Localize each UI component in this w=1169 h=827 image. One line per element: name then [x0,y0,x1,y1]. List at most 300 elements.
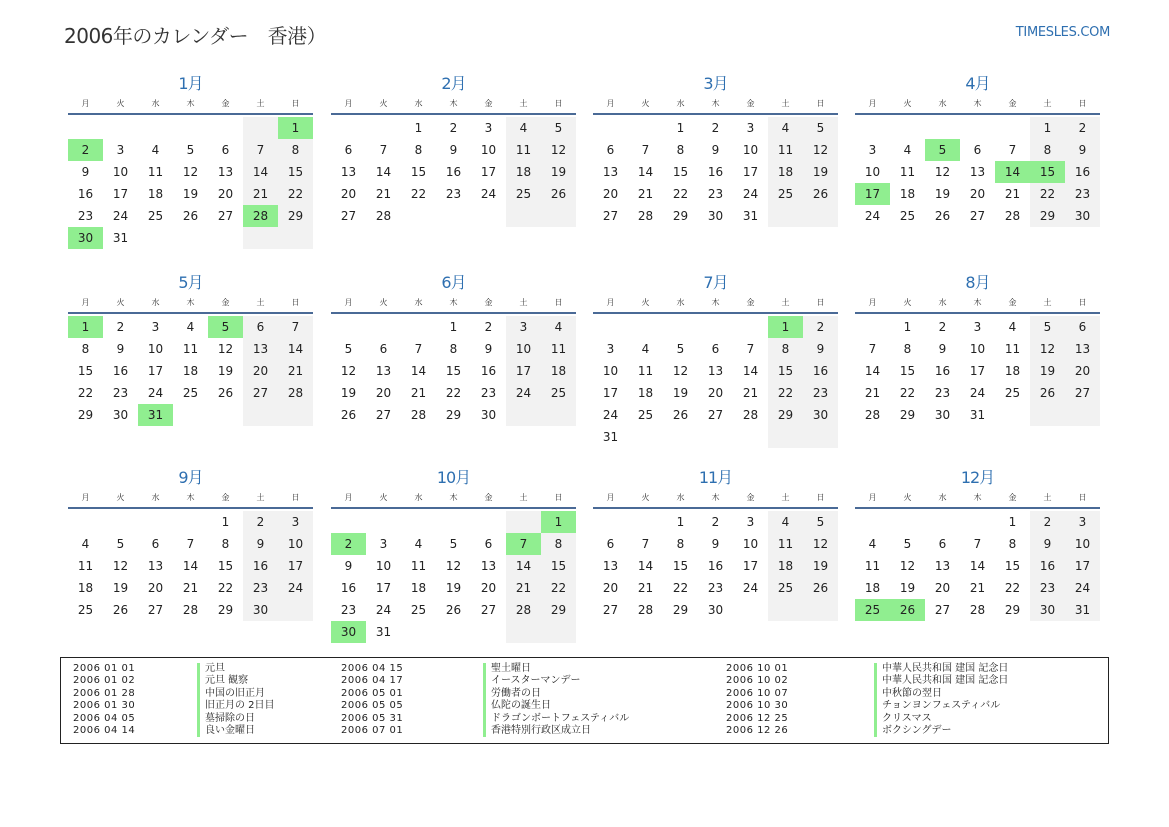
day-cell: 20 [602,581,619,595]
day-cell: 5 [344,342,353,356]
day-cell: 10 [480,143,497,157]
day-cell: 8 [414,143,423,157]
day-cell: 30 [1030,599,1065,621]
day-cell: 1 [1008,515,1017,529]
header-divider [68,312,313,314]
weekday-header [68,488,313,506]
holiday-name: クリスマス [874,713,932,725]
day-cell: 22 [768,382,803,404]
day-cell: 1 [221,515,230,529]
empty-cell [925,511,960,533]
day-cell: 2 [484,320,493,334]
day-cell: 23 [77,209,94,223]
day-cell: 24 [278,577,313,599]
weekday-label: 木 [973,297,982,307]
weekday-label: 日 [291,492,300,502]
header-divider [68,113,313,115]
day-cell: 4 [81,537,90,551]
header-divider [855,507,1100,509]
day-cell: 18 [768,555,803,577]
weekday-label: 木 [973,492,982,502]
legend-row [726,663,1009,675]
holiday-name: イースターマンデー [483,675,581,687]
day-grid [68,117,313,249]
day-cell: 10 [1065,533,1100,555]
month-3 [593,74,838,227]
day-cell: 3 [1065,511,1100,533]
day-cell: 19 [182,187,199,201]
month-7 [593,273,838,448]
day-cell: 19 [340,386,357,400]
day-cell: 12 [803,533,838,555]
day-cell: 4 [1008,320,1017,334]
day-cell: 28 [742,408,759,422]
day-cell: 6 [151,537,160,551]
day-cell: 10 [278,533,313,555]
day-cell: 17 [742,559,759,573]
day-cell: 25 [77,603,94,617]
weekday-label: 木 [186,297,195,307]
empty-cell [436,621,471,643]
weekday-label: 日 [554,297,563,307]
day-cell: 10 [375,559,392,573]
empty-cell [243,227,278,249]
day-cell: 5 [186,143,195,157]
day-cell: 7 [506,533,541,555]
holiday-date: 2006 10 30 [726,700,789,712]
day-cell: 20 [480,581,497,595]
day-cell: 11 [637,364,654,378]
day-cell: 30 [68,227,103,249]
day-cell: 31 [602,430,619,444]
empty-cell [138,511,173,533]
weekday-label: 日 [291,98,300,108]
day-cell: 9 [803,338,838,360]
empty-cell [925,117,960,139]
day-cell: 19 [803,161,838,183]
header-divider [68,507,313,509]
day-cell: 27 [707,408,724,422]
empty-cell [768,205,803,227]
day-cell: 10 [112,165,129,179]
day-grid [68,511,313,621]
holiday-date: 2006 04 14 [73,724,136,736]
weekday-label: 日 [816,297,825,307]
weekday-label: 月 [81,98,90,108]
weekday-label: 月 [81,297,90,307]
weekday-header [855,293,1100,311]
day-cell: 2 [331,533,366,555]
weekday-header [855,488,1100,506]
day-cell: 24 [112,209,129,223]
day-cell: 28 [410,408,427,422]
empty-cell [506,205,541,227]
day-cell: 15 [77,364,94,378]
day-cell: 29 [672,209,689,223]
day-cell: 16 [1030,555,1065,577]
day-cell: 22 [541,577,576,599]
holiday-name: 仏陀の誕生日 [483,700,551,712]
weekday-label: 土 [256,98,265,108]
weekday-label: 水 [938,98,947,108]
weekday-label: 金 [221,297,230,307]
day-cell: 17 [742,165,759,179]
day-cell: 6 [1065,316,1100,338]
weekday-header [855,94,1100,112]
empty-cell [436,205,471,227]
day-cell: 21 [742,386,759,400]
day-cell: 24 [480,187,497,201]
day-cell: 3 [278,511,313,533]
day-cell: 27 [1065,382,1100,404]
day-cell: 29 [672,603,689,617]
weekday-label: 金 [484,98,493,108]
day-cell: 7 [379,143,388,157]
header-divider [331,507,576,509]
weekday-label: 日 [1078,98,1087,108]
month-title: 8月 [965,273,990,292]
day-cell: 2 [938,320,947,334]
empty-cell [960,511,995,533]
empty-cell [173,511,208,533]
day-cell: 19 [445,581,462,595]
holiday-date: 2006 04 15 [341,663,404,674]
day-cell: 21 [278,360,313,382]
brand-link[interactable]: TIMESLES.COM [1015,25,1110,40]
legend-row [341,712,630,725]
weekday-label: 火 [903,297,912,307]
empty-cell [401,621,436,643]
day-cell: 14 [637,559,654,573]
day-cell: 18 [182,364,199,378]
holiday-name: 中秋節の翌日 [874,688,942,700]
day-cell: 12 [340,364,357,378]
day-cell: 18 [541,360,576,382]
empty-cell [628,117,663,139]
day-cell: 18 [147,187,164,201]
weekday-label: 水 [151,492,160,502]
day-cell: 20 [602,187,619,201]
weekday-label: 金 [221,492,230,502]
weekday-label: 金 [1008,297,1017,307]
day-cell: 1 [278,117,313,139]
day-cell: 13 [217,165,234,179]
empty-cell [68,511,103,533]
holiday-date: 2006 10 02 [726,675,789,687]
day-cell: 17 [855,183,890,205]
empty-cell [733,316,768,338]
empty-cell [331,316,366,338]
day-cell: 25 [506,183,541,205]
day-cell: 22 [672,187,689,201]
holiday-legend [60,657,1109,744]
empty-cell [593,316,628,338]
day-cell: 27 [969,209,986,223]
day-cell: 24 [506,382,541,404]
weekday-label: 木 [449,297,458,307]
header-divider [593,507,838,509]
holiday-name: 香港特別行政区成立日 [483,725,591,737]
day-cell: 11 [410,559,427,573]
legend-row [726,724,952,737]
day-cell: 5 [803,117,838,139]
weekday-label: 水 [414,492,423,502]
holiday-name: 中華人民共和国 建国 記念日 [874,663,1008,675]
day-cell: 11 [182,342,199,356]
weekday-label: 木 [449,492,458,502]
day-cell: 13 [934,559,951,573]
weekday-label: 金 [1008,492,1017,502]
empty-cell [401,205,436,227]
day-cell: 19 [934,187,951,201]
day-cell: 3 [868,143,877,157]
empty-cell [208,117,243,139]
day-cell: 7 [243,139,278,161]
legend-row [726,700,1001,712]
legend-row [73,687,265,700]
empty-cell [103,511,138,533]
day-cell: 2 [1030,511,1065,533]
day-cell: 22 [445,386,462,400]
weekday-label: 月 [344,98,353,108]
month-title: 5月 [178,273,203,292]
day-cell: 27 [602,209,619,223]
empty-cell [960,117,995,139]
day-cell: 8 [81,342,90,356]
weekday-label: 火 [903,98,912,108]
legend-row [73,700,275,712]
header-divider [855,113,1100,115]
day-cell: 27 [217,209,234,223]
day-cell: 11 [899,165,916,179]
day-cell: 24 [602,408,619,422]
day-cell: 8 [903,342,912,356]
day-cell: 9 [484,342,493,356]
empty-cell [243,117,278,139]
weekday-label: 木 [973,98,982,108]
weekday-label: 土 [519,492,528,502]
day-cell: 28 [637,209,654,223]
empty-cell [995,117,1030,139]
day-cell: 17 [1065,555,1100,577]
weekday-label: 日 [291,297,300,307]
day-cell: 3 [506,316,541,338]
day-cell: 3 [973,320,982,334]
day-cell: 20 [969,187,986,201]
weekday-label: 水 [151,297,160,307]
holiday-date: 2006 10 07 [726,687,789,699]
day-cell: 23 [340,603,357,617]
day-cell: 7 [186,537,195,551]
day-cell: 29 [1030,205,1065,227]
day-cell: 24 [742,581,759,595]
day-cell: 16 [803,360,838,382]
empty-cell [628,316,663,338]
weekday-label: 金 [484,492,493,502]
empty-cell [768,426,803,448]
day-cell: 6 [973,143,982,157]
day-cell: 10 [147,342,164,356]
weekday-label: 日 [816,98,825,108]
day-cell: 15 [278,161,313,183]
empty-cell [138,117,173,139]
day-cell: 23 [112,386,129,400]
weekday-label: 土 [1043,492,1052,502]
header-divider [593,113,838,115]
day-cell: 14 [243,161,278,183]
day-cell: 7 [973,537,982,551]
day-cell: 30 [803,404,838,426]
day-cell: 18 [506,161,541,183]
month-5 [68,273,313,426]
day-cell: 15 [1004,559,1021,573]
day-grid [331,316,576,426]
day-cell: 1 [541,511,576,533]
day-cell: 3 [484,121,493,135]
day-cell: 29 [278,205,313,227]
day-cell: 14 [375,165,392,179]
empty-cell [855,117,890,139]
day-cell: 17 [375,581,392,595]
day-cell: 25 [147,209,164,223]
month-12 [855,468,1100,621]
holiday-name: チョンヨンフェスティバル [874,700,1000,712]
holiday-name: 元旦 [197,663,225,675]
day-cell: 16 [1065,161,1100,183]
day-cell: 2 [711,515,720,529]
empty-cell [103,117,138,139]
empty-cell [698,316,733,338]
day-cell: 7 [641,143,650,157]
holiday-date: 2006 05 01 [341,687,404,699]
day-cell: 22 [77,386,94,400]
day-cell: 15 [672,165,689,179]
day-cell: 17 [147,364,164,378]
day-cell: 4 [186,320,195,334]
weekday-label: 水 [938,492,947,502]
empty-cell [436,511,471,533]
empty-cell [1065,404,1100,426]
day-cell: 23 [1065,183,1100,205]
day-cell: 5 [803,511,838,533]
day-cell: 7 [641,537,650,551]
day-grid [593,511,838,621]
day-cell: 14 [742,364,759,378]
day-cell: 18 [410,581,427,595]
holiday-date: 2006 01 30 [73,700,136,712]
empty-cell [401,511,436,533]
day-cell: 30 [707,603,724,617]
month-title: 2月 [441,74,466,93]
day-cell: 7 [1008,143,1017,157]
holiday-name: 中国の旧正月 [197,688,265,700]
holiday-date: 2006 05 05 [341,700,404,712]
day-cell: 17 [278,555,313,577]
legend-row [341,687,541,700]
weekday-label: 土 [256,492,265,502]
weekday-label: 土 [1043,297,1052,307]
weekday-label: 火 [379,98,388,108]
day-cell: 2 [803,316,838,338]
day-cell: 21 [637,187,654,201]
day-cell: 13 [480,559,497,573]
day-cell: 29 [1004,603,1021,617]
day-cell: 5 [116,537,125,551]
day-cell: 25 [182,386,199,400]
day-cell: 6 [243,316,278,338]
empty-cell [733,599,768,621]
weekday-label: 日 [554,492,563,502]
day-cell: 3 [606,342,615,356]
weekday-label: 月 [868,492,877,502]
day-cell: 30 [480,408,497,422]
day-cell: 26 [541,183,576,205]
empty-cell [663,426,698,448]
day-cell: 28 [506,599,541,621]
day-cell: 26 [217,386,234,400]
weekday-label: 土 [781,492,790,502]
header-divider [331,312,576,314]
day-cell: 13 [602,559,619,573]
day-cell: 8 [1008,537,1017,551]
month-2 [331,74,576,227]
holiday-name: 旧正月の 2日目 [197,700,275,712]
empty-cell [855,511,890,533]
weekday-label: 木 [711,297,720,307]
holiday-name: 墓掃除の日 [197,713,255,725]
day-cell: 23 [803,382,838,404]
day-cell: 9 [1065,139,1100,161]
day-cell: 5 [208,316,243,338]
weekday-label: 火 [641,492,650,502]
weekday-label: 日 [1078,297,1087,307]
day-cell: 12 [1030,338,1065,360]
day-cell: 30 [112,408,129,422]
empty-cell [208,227,243,249]
day-cell: 21 [864,386,881,400]
day-cell: 8 [1030,139,1065,161]
day-cell: 23 [707,581,724,595]
month-10 [331,468,576,643]
weekday-label: 火 [379,297,388,307]
weekday-label: 月 [868,297,877,307]
day-cell: 4 [541,316,576,338]
day-cell: 4 [768,117,803,139]
day-cell: 5 [449,537,458,551]
day-cell: 31 [112,231,129,245]
day-cell: 29 [768,404,803,426]
weekday-label: 土 [256,297,265,307]
day-cell: 11 [1004,342,1021,356]
legend-row [73,712,255,725]
weekday-header [331,293,576,311]
empty-cell [593,117,628,139]
day-cell: 19 [112,581,129,595]
day-cell: 21 [969,581,986,595]
weekday-label: 金 [221,98,230,108]
day-cell: 10 [602,364,619,378]
empty-cell [803,426,838,448]
day-cell: 25 [768,183,803,205]
day-cell: 21 [410,386,427,400]
day-cell: 2 [68,139,103,161]
day-cell: 15 [541,555,576,577]
day-cell: 4 [151,143,160,157]
day-cell: 14 [182,559,199,573]
empty-cell [698,426,733,448]
legend-row [726,712,932,725]
day-cell: 3 [116,143,125,157]
